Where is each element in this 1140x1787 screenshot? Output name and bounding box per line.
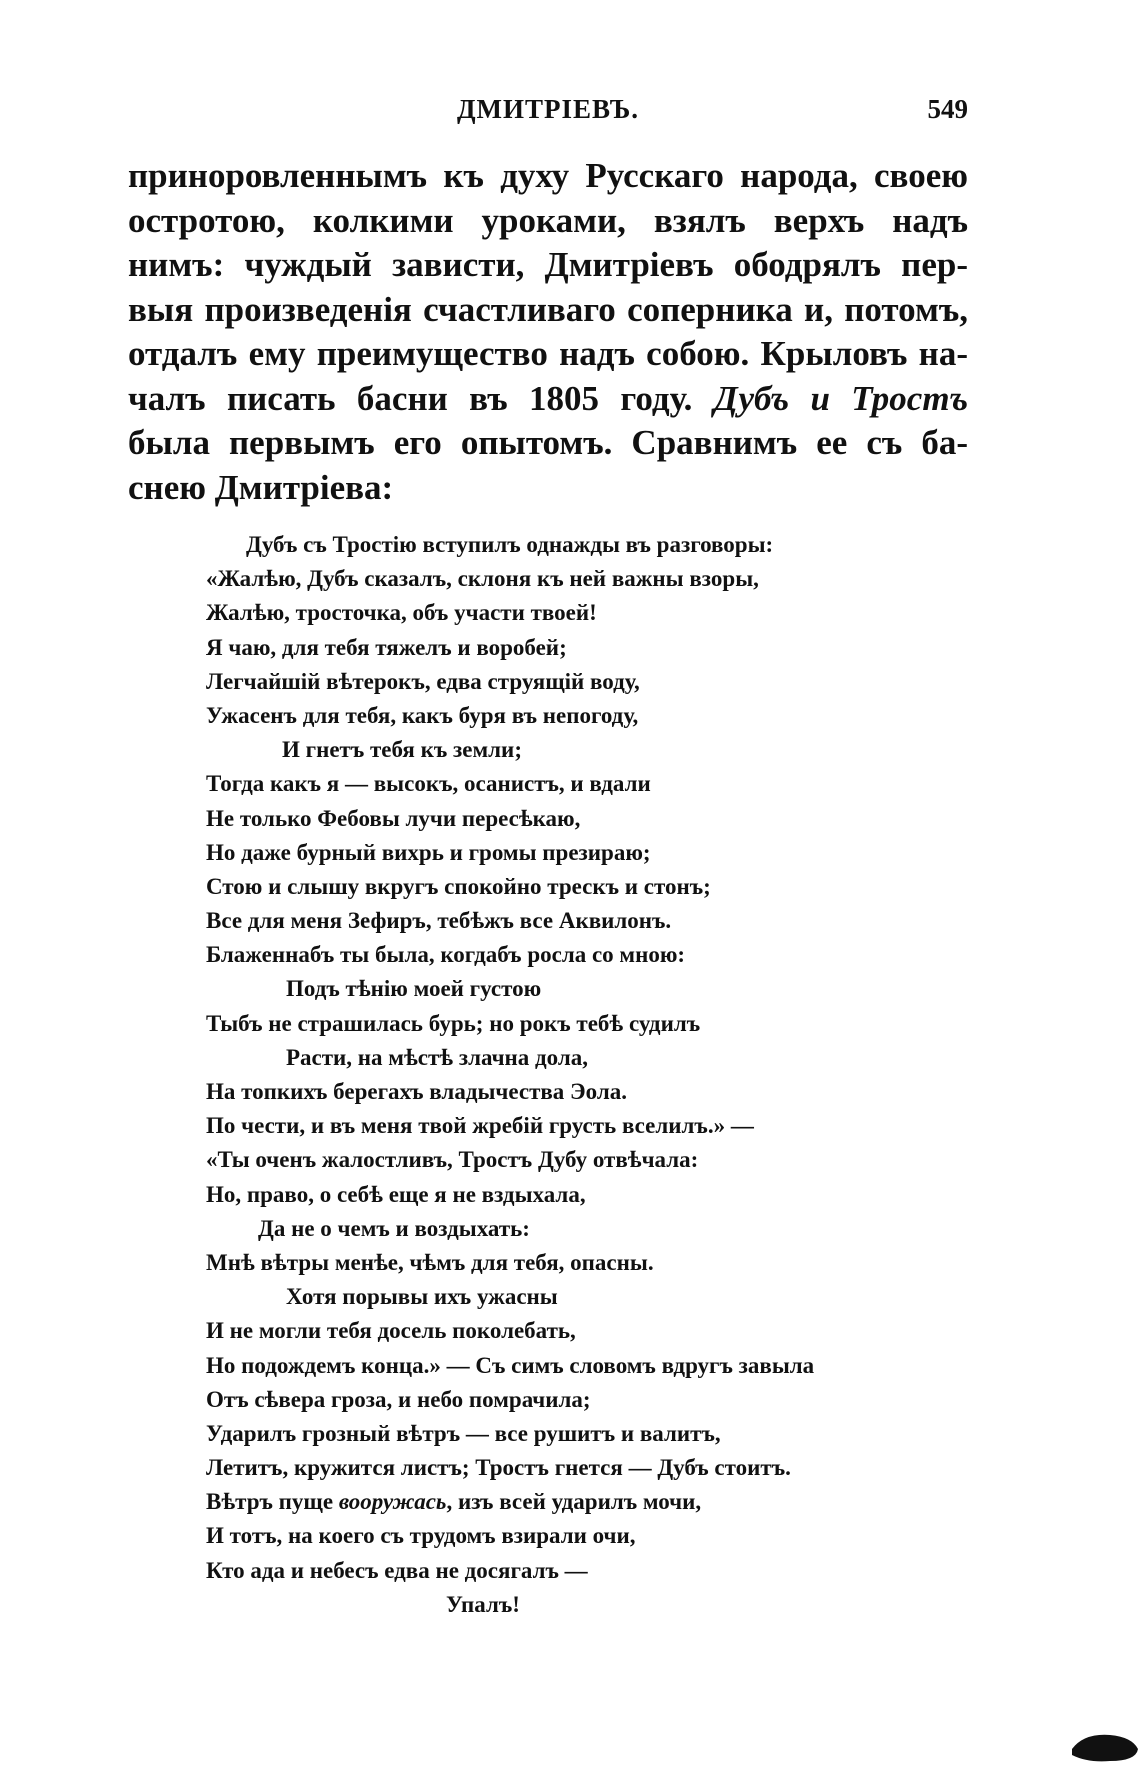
poem-line: Дубъ съ Тростію вступилъ однажды въ разговоры: bbox=[246, 532, 774, 557]
poem-line: На топкихъ берегахъ владычества Эола. bbox=[206, 1079, 628, 1104]
poem-line: Но, право, о себѣ еще я не вздыхала, bbox=[206, 1181, 586, 1207]
poem-line: «Жалѣю, Дубъ сказалъ, склоня къ ней важны взоры, bbox=[206, 566, 759, 592]
prose-line: остротою, колкими уроками, взялъ верхъ надъ bbox=[128, 200, 968, 240]
poem-line: И гнетъ тебя къ земли; bbox=[282, 737, 522, 763]
prose-line: выя произведенія счастливаго соперника и, потомъ, bbox=[128, 289, 968, 329]
page-number: 549 bbox=[927, 94, 968, 124]
prose-line: приноровленнымъ къ духу Русскаго народа, своею bbox=[128, 156, 968, 195]
poem-line: Тогда какъ я — высокъ, осанистъ, и вдали bbox=[206, 771, 651, 797]
prose-line: снею Дмитріева: bbox=[128, 467, 394, 507]
poem-line: Блаженнабъ ты была, когдабъ росла со мною: bbox=[206, 942, 686, 968]
poem-line: И тотъ, на коего съ трудомъ взирали очи, bbox=[206, 1523, 636, 1549]
poem-line: Но даже бурный вихрь и громы презираю; bbox=[206, 839, 651, 865]
poem-line: Расти, на мѣстѣ злачна дола, bbox=[286, 1044, 589, 1070]
poem-line: Упалъ! bbox=[446, 1591, 520, 1617]
poem-italic-word: вооружась bbox=[338, 1489, 447, 1515]
prose-paragraph bbox=[128, 154, 968, 510]
prose-line-text: чалъ писать басни въ 1805 году. bbox=[128, 378, 693, 418]
poem-line: Ударилъ грозный вѣтръ — все рушитъ и валитъ, bbox=[206, 1420, 721, 1446]
poem-line: Кто ада и небесъ едва не досягалъ — bbox=[206, 1557, 588, 1583]
poem-line: Отъ сѣвера гроза, и небо помрачила; bbox=[206, 1386, 591, 1412]
prose-line: нимъ: чуждый зависти, Дмитріевъ ободрялъ пер- bbox=[128, 245, 968, 284]
poem-line: Да не о чемъ и воздыхать: bbox=[258, 1215, 530, 1241]
poem-line: Стою и слышу вкругъ спокойно трескъ и стонъ; bbox=[206, 873, 711, 899]
poem-line: «Ты оченъ жалостливъ, Тростъ Дубу отвѣчала: bbox=[206, 1147, 699, 1173]
poem-line: По чести, и въ меня твой жребій грусть вселилъ.» — bbox=[206, 1113, 754, 1139]
poem-line: Хотя порывы ихъ ужасны bbox=[286, 1284, 558, 1310]
running-head bbox=[128, 94, 968, 134]
poem bbox=[206, 528, 966, 1622]
poem-line: Все для меня Зефиръ, тебѣжъ все Аквилонъ. bbox=[206, 908, 672, 934]
poem-line: Жалѣю, тросточка, объ участи твоей! bbox=[206, 600, 597, 626]
poem-line: И не могли тебя досель поколебать, bbox=[206, 1318, 576, 1344]
poem-line: Подъ тѣнію моей густою bbox=[286, 976, 542, 1002]
running-title: ДМИТРІЕВЪ. bbox=[456, 94, 640, 124]
poem-line: Я чаю, для тебя тяжелъ и воробей; bbox=[206, 634, 567, 660]
ink-blot bbox=[1070, 1729, 1140, 1767]
poem-line: Летитъ, кружится листъ; Тростъ гнется — Дубъ стоитъ. bbox=[206, 1455, 791, 1481]
poem-line: Легчайшій вѣтерокъ, едва струящій воду, bbox=[206, 668, 640, 694]
prose-line: была первымъ его опытомъ. Сравнимъ ее съ ба- bbox=[128, 423, 968, 462]
prose-line: отдалъ ему преимущество надъ собою. Крыловъ на- bbox=[128, 334, 968, 373]
poem-line-start: Вѣтръ пуще bbox=[206, 1489, 334, 1515]
fable-title: Дубъ и Тростъ bbox=[713, 378, 969, 418]
poem-line-end: изъ всей ударилъ мочи, bbox=[457, 1489, 702, 1515]
poem-line: Мнѣ вѣтры менѣе, чѣмъ для тебя, опасны. bbox=[206, 1249, 654, 1275]
poem-line: Не только Фебовы лучи пересѣкаю, bbox=[206, 805, 581, 831]
poem-line: Ужасенъ для тебя, какъ буря въ непогоду, bbox=[206, 702, 639, 728]
prose-line-with-title bbox=[128, 377, 968, 422]
poem-line: Тыбъ не страшилась бурь; но рокъ тебѣ судилъ bbox=[206, 1010, 701, 1036]
poem-line: Но подождемъ конца.» — Съ симъ словомъ вдругъ завыла bbox=[206, 1352, 815, 1378]
poem-line-with-italic: Вѣтръ пуще вооружась, изъ всей ударилъ мочи, bbox=[206, 1489, 702, 1515]
